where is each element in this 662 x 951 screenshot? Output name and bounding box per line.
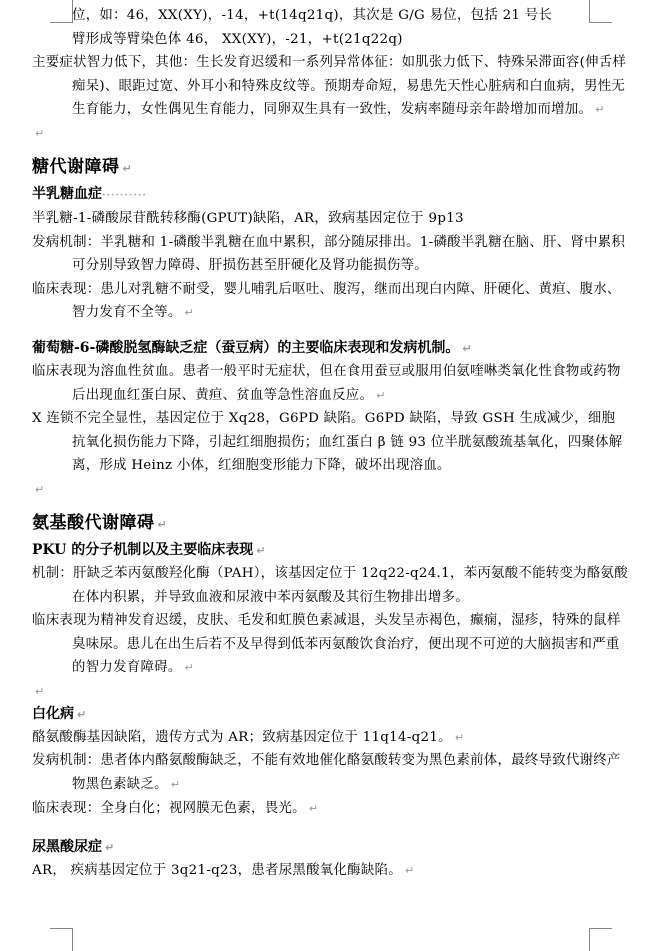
alkaptonuria-p1: AR， 疾病基因定位于 3q21-q23，患者尿黑酸氧化酶缺陷。 ↵ — [32, 863, 415, 879]
paragraph-mark: ↵ — [122, 161, 133, 175]
crop-mark-bottom-right — [589, 928, 612, 951]
paragraph-mark: ↵ — [170, 778, 181, 792]
paragraph-mark: ↵ — [404, 864, 415, 878]
paragraph-mark: ↵ — [462, 341, 472, 355]
g6pd-p1: 临床表现为溶血性贫血。患者一般平时无症状，但在食用蚕豆或服用伯氨喹啉类氧化性食物或药物后出现血红蛋白尿、黄疸、贫血等急性溶血反应。 ↵ — [32, 363, 621, 403]
paragraph-mark: ↵ — [35, 482, 45, 496]
blank-line — [32, 478, 628, 501]
section-heading-sugar: 糖代谢障碍 ↵ — [32, 156, 133, 177]
paragraph-mark: ↵ — [184, 661, 195, 675]
paragraph-mark: ↵ — [77, 707, 87, 721]
g6pd-p2: X 连锁不完全显性，基因定位于 Xq28，G6PD 缺陷。G6PD 缺陷，导致 GSH 生成减少，细胞抗氧化损伤能力下降，引起红细胞损伤；血红蛋白 β 链 93 位半胱氨酸巯基氧化，四聚体解离，形成 Heinz 小体，红细胞变形能力下降，破坏出现溶血。 — [32, 411, 623, 474]
galactosemia-p1: 半乳糖-1-磷酸尿苷酰转移酶(GPUT)缺陷，AR，致病基因定位于 9p13 — [32, 210, 464, 226]
intro-line-2: 臂形成等臂染色体 46， XX(XY)，-21，+t(21q22q) — [72, 31, 403, 47]
paragraph-mark: ↵ — [256, 543, 266, 557]
blank-line — [32, 820, 628, 836]
subheading-alkaptonuria: 尿黑酸尿症 ↵ — [32, 839, 115, 856]
intro-line-1: 位，如：46，XX(XY)，-14，+t(14q21q)，其次是 G/G 易位，包括 21 号长 — [72, 8, 553, 23]
crop-mark-bottom-left — [50, 928, 73, 951]
section-heading-amino: 氨基酸代谢障碍 ↵ — [32, 512, 168, 533]
paragraph-mark: ↵ — [595, 103, 605, 117]
paragraph-mark: ↵ — [308, 801, 319, 815]
leader-dots: ·········· — [102, 189, 147, 201]
subheading-albinism: 白化病 ↵ — [32, 705, 87, 722]
pku-p1: 机制：肝缺乏苯丙氨酸羟化酶（PAH），该基因定位于 12q22-q24.1，苯丙氨酸不能转变为酪氨酸在体内积累，并导致血液和尿液中苯丙氨酸及其衍生物排出增多。 — [32, 565, 628, 605]
paragraph-mark: ↵ — [184, 306, 195, 320]
galactosemia-p2: 发病机制：半乳糖和 1-磷酸半乳糖在血中累积，部分随尿排出。1-磷酸半乳糖在脑、肝、肾中累积可分别导致智力障碍、肝损伤甚至肝硬化及肾功能损伤等。 — [32, 234, 626, 274]
galactosemia-p3: 临床表现：患儿对乳糖不耐受，婴儿哺乳后呕吐、腹泻，继而出现白内障、肝硬化、黄疸、腹水、智力发育不全等。 ↵ — [32, 281, 621, 321]
paragraph-mark: ↵ — [35, 684, 45, 698]
document-body — [32, 4, 628, 883]
blank-line — [32, 680, 628, 703]
albinism-p3: 临床表现：全身白化；视网膜无色素，畏光。 ↵ — [32, 800, 319, 816]
paragraph-mark: ↵ — [105, 841, 115, 855]
subheading-pku: PKU 的分子机制以及主要临床表现 ↵ — [32, 541, 266, 558]
blank-line — [32, 122, 628, 145]
subheading-g6pd: 葡萄糖-6-磷酸脱氢酶缺乏症（蚕豆病）的主要临床表现和发病机制。 ↵ — [32, 339, 472, 356]
albinism-p1: 酪氨酸酶基因缺陷，遗传方式为 AR；致病基因定位于 11q14-q21。 ↵ — [32, 729, 465, 745]
paragraph-mark: ↵ — [454, 730, 465, 744]
intro-symptom: 主要症状智力低下，其他：生长发育迟缓和一系列异常体征：如肌张力低下、特殊呆滞面容(伸舌样痴呆)、眼距过宽、外耳小和特殊皮纹等。预期寿命短，易患先天性心脏病和白血病，男性无生育能力，女性偶见生育能力，同卵双生具有一致性，发病率随母亲年龄增加而增加。 ↵ — [32, 55, 627, 118]
pku-p2: 临床表现为精神发育迟缓，皮肤、毛发和虹膜色素减退，头发呈赤褐色，癫痫，湿疹，特殊的鼠样臭味尿。患儿在出生后若不及早得到低苯丙氨酸饮食治疗，便出现不可逆的大脑损害和严重的智力发育障碍。 ↵ — [32, 613, 621, 676]
subheading-galactosemia: 半乳糖血症·········· — [32, 185, 147, 202]
paragraph-mark: ↵ — [35, 126, 45, 140]
albinism-p2: 发病机制：患者体内酪氨酸酶缺乏，不能有效地催化酪氨酸转变为黑色素前体，最终导致代谢终产物黑色素缺乏。 ↵ — [32, 753, 621, 793]
paragraph-mark: ↵ — [376, 388, 386, 402]
paragraph-mark: ↵ — [157, 517, 168, 531]
